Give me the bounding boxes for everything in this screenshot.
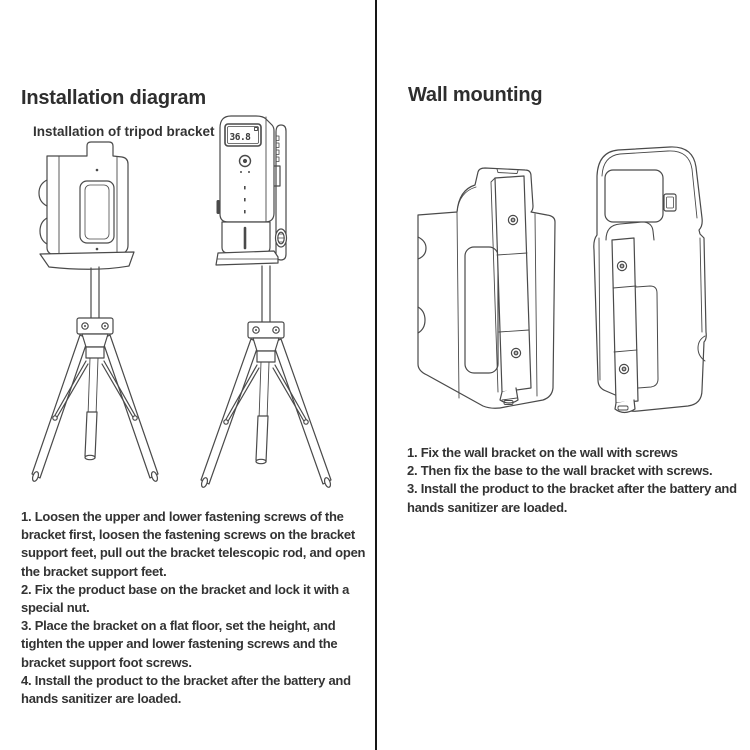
tripod-device-illustration bbox=[188, 110, 358, 495]
wall-bracket-base-illustration bbox=[405, 160, 565, 432]
instruction-step-1: 1. Fix the wall bracket on the wall with screws bbox=[407, 445, 678, 460]
instruction-step-3: 3. Place the bracket on a flat floor, set the height, and tighten the upper and lower fastening screws and the bracket support foot screws. bbox=[21, 618, 338, 670]
temperature-display: 36.8 bbox=[229, 132, 251, 143]
tripod-pole bbox=[262, 266, 270, 322]
bracket-screw-hole bbox=[96, 248, 99, 251]
instruction-step-2: 2. Then fix the base to the wall bracket with screws. bbox=[407, 463, 713, 479]
battery-latch bbox=[664, 194, 676, 211]
instruction-step-3: 3. Install the product to the bracket after the battery and hands sanitizer are loaded. bbox=[407, 481, 737, 515]
wall-instructions bbox=[407, 444, 745, 517]
device-base bbox=[216, 251, 278, 265]
base-shell-drawing bbox=[418, 168, 555, 408]
wall-section-title: Wall mounting bbox=[408, 84, 543, 106]
instruction-step-1: 1. Loosen the upper and lower fastening screws of the bracket first, loosen the fastening screws on the bracket support feet, pull out the bracket telescopic rod, and open the bracket support feet. bbox=[21, 509, 366, 579]
wall-mounted-device-illustration bbox=[578, 140, 713, 432]
bracket-drawing bbox=[39, 142, 134, 269]
wall-bracket-strip bbox=[612, 238, 638, 413]
tripod-section-title: Installation diagram bbox=[21, 87, 206, 109]
tripod-pole bbox=[91, 267, 99, 318]
tripod-section-subtitle: Installation of tripod bracket bbox=[33, 124, 215, 139]
column-divider bbox=[375, 0, 377, 750]
instruction-step-2: 2. Fix the product base on the bracket and lock it with a special nut. bbox=[21, 581, 350, 615]
tripod-bracket-illustration bbox=[25, 140, 175, 495]
tripod-instructions bbox=[21, 508, 366, 708]
device-drawing bbox=[216, 116, 279, 265]
tripod-legs-drawing bbox=[31, 318, 158, 482]
device-back-drawing bbox=[594, 147, 706, 411]
bracket-screw-hole bbox=[96, 169, 99, 172]
tripod-legs-drawing bbox=[200, 322, 331, 488]
instruction-step-4: 4. Install the product to the bracket after the battery and hands sanitizer are loaded. bbox=[21, 672, 351, 706]
